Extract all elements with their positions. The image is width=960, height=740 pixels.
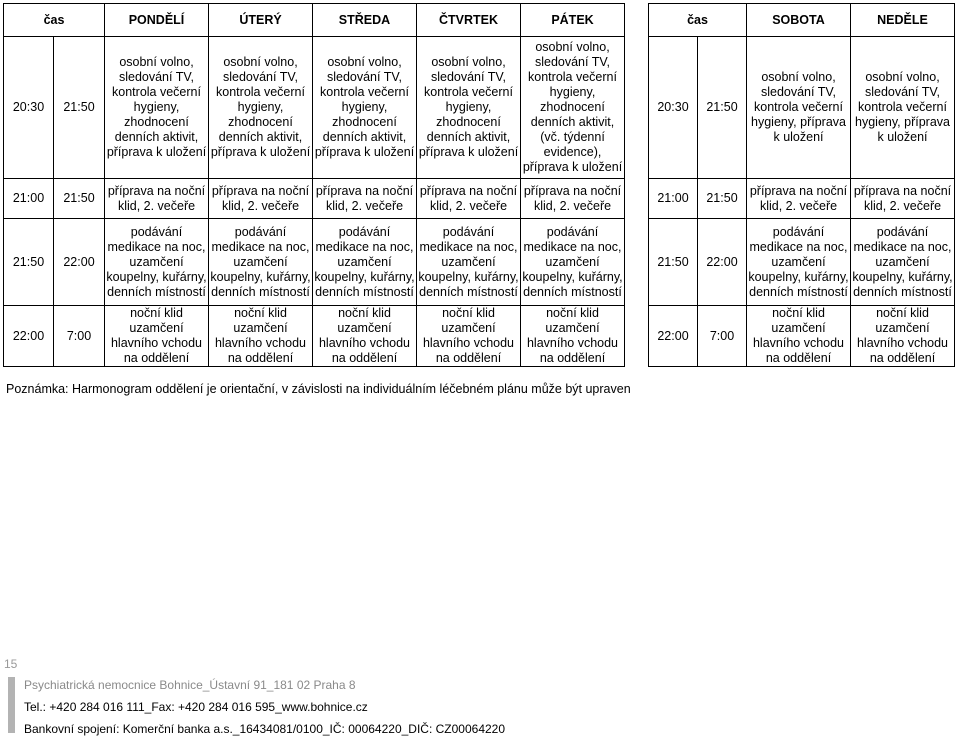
activity-cell: osobní volno, sledování TV, kontrola večerní hygieny, zhodnocení denních aktivit, příprava k uložení [105, 37, 209, 179]
activity-cell: osobní volno, sledování TV, kontrola večerní hygieny, příprava k uložení [747, 37, 851, 179]
activity-cell: podávání medikace na noc, uzamčení koupelny, kuřárny, denních místností [521, 219, 625, 306]
activity-cell: noční klid uzamčení hlavního vchodu na oddělení [209, 306, 313, 367]
footer-accent-bar [8, 677, 15, 733]
activity-cell: podávání medikace na noc, uzamčení koupelny, kuřárny, denních místností [851, 219, 955, 306]
time-start: 21:50 [4, 219, 54, 306]
footer-contact: Tel.: +420 284 016 111_Fax: +420 284 016 595_www.bohnice.cz [24, 700, 368, 714]
table-row [649, 179, 955, 219]
time-end: 7:00 [698, 306, 747, 367]
activity-cell: podávání medikace na noc, uzamčení koupelny, kuřárny, denních místností [105, 219, 209, 306]
table-row [4, 37, 625, 179]
time-start: 20:30 [649, 37, 698, 179]
time-start: 22:00 [649, 306, 698, 367]
time-end: 21:50 [54, 179, 105, 219]
activity-cell: osobní volno, sledování TV, kontrola večerní hygieny, příprava k uložení [851, 37, 955, 179]
table-row [649, 306, 955, 367]
activity-cell: noční klid uzamčení hlavního vchodu na oddělení [417, 306, 521, 367]
time-start: 21:00 [4, 179, 54, 219]
activity-cell: příprava na noční klid, 2. večeře [105, 179, 209, 219]
time-end: 22:00 [698, 219, 747, 306]
activity-cell: příprava na noční klid, 2. večeře [747, 179, 851, 219]
activity-cell: osobní volno, sledování TV, kontrola večerní hygieny, zhodnocení denních aktivit, (vč. týdenní evidence), příprava k uložení [521, 37, 625, 179]
header-time: čas [4, 4, 105, 37]
schedule-note: Poznámka: Harmonogram oddělení je orientační, v závislosti na individuálním léčebném plánu může být upraven [6, 382, 631, 396]
table-row [4, 219, 625, 306]
time-start: 22:00 [4, 306, 54, 367]
time-start: 21:50 [649, 219, 698, 306]
header-sunday: NEDĚLE [851, 4, 955, 37]
activity-cell: noční klid uzamčení hlavního vchodu na oddělení [747, 306, 851, 367]
time-end: 21:50 [698, 179, 747, 219]
activity-cell: noční klid uzamčení hlavního vchodu na oddělení [851, 306, 955, 367]
activity-cell: příprava na noční klid, 2. večeře [313, 179, 417, 219]
activity-cell: noční klid uzamčení hlavního vchodu na oddělení [105, 306, 209, 367]
time-end: 7:00 [54, 306, 105, 367]
time-end: 21:50 [54, 37, 105, 179]
activity-cell: příprava na noční klid, 2. večeře [851, 179, 955, 219]
activity-cell: příprava na noční klid, 2. večeře [209, 179, 313, 219]
activity-cell: noční klid uzamčení hlavního vchodu na oddělení [521, 306, 625, 367]
weekend-header-row [649, 4, 955, 37]
weekday-header-row [4, 4, 625, 37]
header-friday: PÁTEK [521, 4, 625, 37]
activity-cell: osobní volno, sledování TV, kontrola večerní hygieny, zhodnocení denních aktivit, příprava k uložení [209, 37, 313, 179]
table-row [649, 219, 955, 306]
table-row [4, 306, 625, 367]
activity-cell: příprava na noční klid, 2. večeře [521, 179, 625, 219]
weekday-schedule-table [3, 3, 625, 367]
table-row [4, 179, 625, 219]
header-monday: PONDĚLÍ [105, 4, 209, 37]
header-saturday: SOBOTA [747, 4, 851, 37]
activity-cell: podávání medikace na noc, uzamčení koupelny, kuřárny, denních místností [417, 219, 521, 306]
activity-cell: podávání medikace na noc, uzamčení koupelny, kuřárny, denních místností [313, 219, 417, 306]
activity-cell: noční klid uzamčení hlavního vchodu na oddělení [313, 306, 417, 367]
footer [24, 674, 505, 740]
activity-cell: příprava na noční klid, 2. večeře [417, 179, 521, 219]
time-start: 21:00 [649, 179, 698, 219]
activity-cell: osobní volno, sledování TV, kontrola večerní hygieny, zhodnocení denních aktivit, příprava k uložení [313, 37, 417, 179]
header-thursday: ČTVRTEK [417, 4, 521, 37]
time-end: 22:00 [54, 219, 105, 306]
time-end: 21:50 [698, 37, 747, 179]
header-time: čas [649, 4, 747, 37]
time-start: 20:30 [4, 37, 54, 179]
activity-cell: podávání medikace na noc, uzamčení koupelny, kuřárny, denních místností [747, 219, 851, 306]
footer-bank: Bankovní spojení: Komerční banka a.s._16434081/0100_IČ: 00064220_DIČ: CZ00064220 [24, 722, 506, 736]
page-number: 15 [4, 657, 18, 671]
header-tuesday: ÚTERÝ [209, 4, 313, 37]
table-row [649, 37, 955, 179]
activity-cell: podávání medikace na noc, uzamčení koupelny, kuřárny, denních místností [209, 219, 313, 306]
header-wednesday: STŘEDA [313, 4, 417, 37]
activity-cell: osobní volno, sledování TV, kontrola večerní hygieny, zhodnocení denních aktivit, příprava k uložení [417, 37, 521, 179]
footer-address: Psychiatrická nemocnice Bohnice_Ústavní 91_181 02 Praha 8 [24, 678, 356, 692]
weekend-schedule-table [648, 3, 955, 367]
